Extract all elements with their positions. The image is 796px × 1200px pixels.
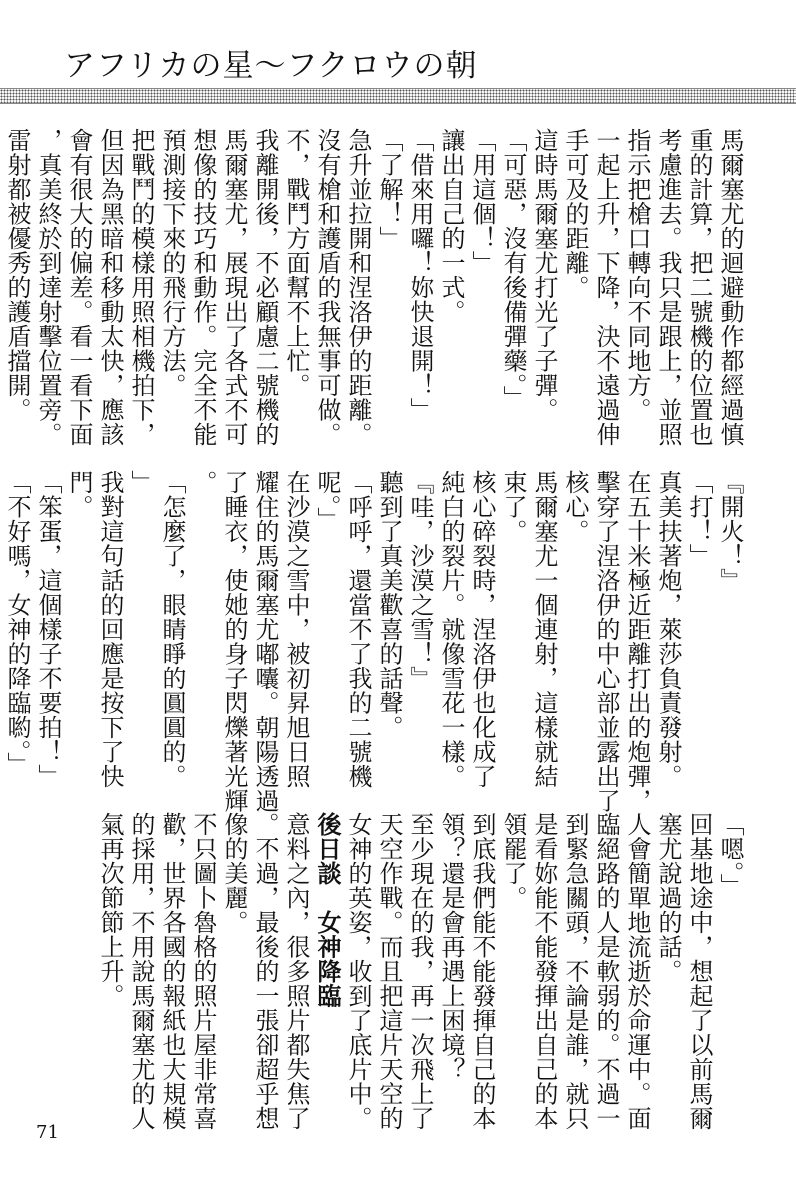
text-tier-top	[3, 128, 745, 458]
text-column: 不，戰鬥方面幫不上忙。	[282, 128, 310, 398]
text-column: 耀住的馬爾塞尤嘟囔。朝陽透過	[251, 470, 279, 813]
text-column: 」	[127, 470, 155, 495]
text-column: 馬爾塞尤一個連射，這樣就結	[530, 470, 558, 789]
page-number: 71	[36, 1122, 59, 1143]
text-column: 至少現在的我，再一次飛上了	[406, 812, 434, 1131]
text-column: 回基地途中，想起了以前馬爾	[685, 812, 713, 1131]
text-column: 意料之內，很多照片都失焦了	[282, 812, 310, 1131]
text-column: 「可惡，沒有後備彈藥。」	[499, 128, 527, 410]
text-column: 了睡衣，使她的身子閃爍著光輝	[220, 470, 248, 813]
text-column: 重的計算，把二號機的位置也	[685, 128, 713, 447]
text-column: 像的美麗。	[220, 812, 248, 935]
text-column: 「嗯。」	[716, 812, 744, 898]
text-column: 但因為黑暗和移動太快，應該	[96, 128, 124, 447]
text-column: 呢。」	[313, 470, 341, 532]
text-column: 束了。	[499, 470, 527, 544]
text-column: 沒有槍和護盾的我無事可做。	[313, 128, 341, 447]
text-column: 到底我們能不能發揮自己的本	[468, 812, 496, 1131]
text-column: 急升並拉開和涅洛伊的距離。	[344, 128, 372, 447]
text-column: 不只圖卜魯格的照片屋非常喜	[189, 812, 217, 1131]
text-column: 馬爾塞尤，展現出了各式不可	[220, 128, 248, 447]
text-column: 想像的技巧和動作。完全不能	[189, 128, 217, 447]
section-heading-epilogue: 後日談 女神降臨	[313, 812, 341, 1008]
text-column: 到緊急關頭，不論是誰，就只	[561, 812, 589, 1131]
text-tier-bottom	[95, 812, 745, 1142]
text-column: 「笨蛋，這個樣子不要拍！」	[34, 470, 62, 789]
text-column: 「怎麼了，眼睛睜的圓圓的。	[158, 470, 186, 789]
text-column: 門。	[65, 470, 93, 519]
text-column: 的採用，不用說馬爾塞尤的人	[127, 812, 155, 1131]
text-column: 一起上升，下降，決不遠過伸	[592, 128, 620, 447]
text-column: 預測接下來的飛行方法。	[158, 128, 186, 398]
text-column: 「用這個！」	[468, 128, 496, 275]
text-column: 「借來用囉！妳快退開！」	[406, 128, 434, 422]
text-column: 我離開後，不必顧慮二號機的	[251, 128, 279, 447]
text-column: 氣再次節節上升。	[96, 812, 124, 1008]
text-column: 雷射都被優秀的護盾擋開。	[3, 128, 31, 422]
text-tier-middle	[3, 470, 745, 813]
header-dotted-bar	[0, 88, 796, 104]
page-header-title: アフリカの星〜フクロウの朝	[64, 48, 478, 84]
text-column: 。	[189, 470, 217, 495]
text-column: 是看妳能不能發揮出自己的本	[530, 812, 558, 1131]
text-column: 天空作戰。而且把這片天空的	[375, 812, 403, 1131]
text-column: 塞尤說過的話。	[654, 812, 682, 984]
text-column: 真美扶著炮，萊莎負責發射。	[654, 470, 682, 789]
text-column: 領？還是會再遇上困境？	[437, 812, 465, 1082]
text-column: 手可及的距離。	[561, 128, 589, 300]
text-column: 「打！」	[685, 470, 713, 568]
text-column: 女神的英姿，收到了底片中。	[344, 812, 372, 1131]
text-column: 馬爾塞尤的迴避動作都經過慎	[716, 128, 744, 447]
text-column: 指示把槍口轉向不同地方。	[623, 128, 651, 422]
text-column: 擊穿了涅洛伊的中心部並露出了	[592, 470, 620, 813]
text-column: 人會簡單地流逝於命運中。面	[623, 812, 651, 1131]
text-column: 「呼呼，還當不了我的二號機	[344, 470, 372, 789]
text-column: 『開火！』	[716, 470, 744, 593]
text-column: 純白的裂片。就像雪花一樣。	[437, 470, 465, 789]
text-column: 『哇，沙漠之雪！』	[406, 470, 434, 691]
text-column: 在五十米極近距離打出的炮彈，	[623, 470, 651, 813]
text-column: 這時馬爾塞尤打光了子彈。	[530, 128, 558, 422]
text-column: 把戰鬥的模樣用照相機拍下，	[127, 128, 155, 447]
text-column: 聽到了真美歡喜的話聲。	[375, 470, 403, 740]
text-column: 領罷了。	[499, 812, 527, 910]
text-column: 歡，世界各國的報紙也大規模	[158, 812, 186, 1131]
text-column: 。不過，最後的一張卻超乎想	[251, 812, 279, 1131]
text-column: 臨絕路的人是軟弱的。不過一	[592, 812, 620, 1131]
text-column: 在沙漠之雪中，被初昇旭日照	[282, 470, 310, 789]
text-column: 「了解！」	[375, 128, 403, 251]
text-column: ，真美終於到達射擊位置旁。	[34, 128, 62, 447]
text-column: 「不好嗎，女神的降臨喲。」	[3, 470, 31, 777]
text-column: 考慮進去。我只是跟上，並照	[654, 128, 682, 447]
text-column: 讓出自己的一式。	[437, 128, 465, 324]
text-column: 會有很大的偏差。看一看下面	[65, 128, 93, 447]
text-column: 核心。	[561, 470, 589, 544]
text-column: 我對這句話的回應是按下了快	[96, 470, 124, 789]
text-column: 核心碎裂時，涅洛伊也化成了	[468, 470, 496, 789]
